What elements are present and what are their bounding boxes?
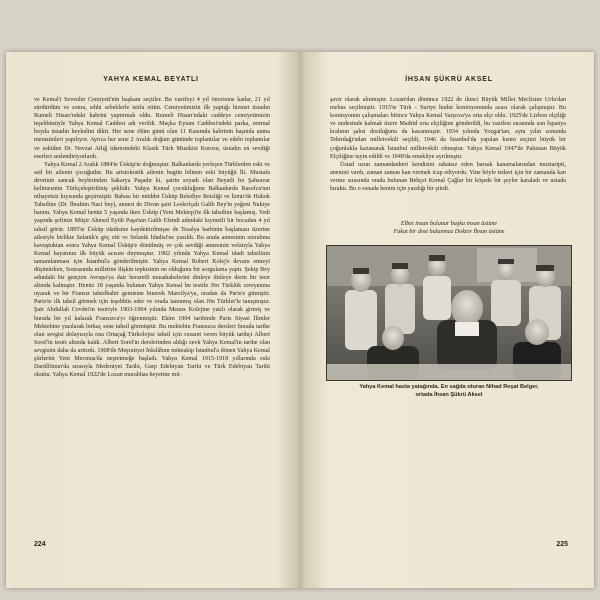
group-photograph: [326, 245, 572, 381]
right-paragraph-1: şavir olarak alınmıştır. Lozan'dan dönünce 1922 de ikinci Büyük Millet Meclisine Urfa'dan mebus seçilmiştir. 1915'te Türk - Suriye hudut komisyonunda azası olarak çalışmıştır. Bu komisyonun çalışmaları bitince Yahya Kemal Varşova'ya orta elçi oldu. 1925'de Lizbon elçiliği ve undesinde kalmak üzere Madrid orta elçiliğine gönderildi, bu vazifesi sırasında son İspanya kralının şahsi dostluğunu da kazanmıştır. 1934 yılında Yozgat'tan, aynı yılın sonunda Tekirdağı'ndan milletvekili seçildi, 1946 da İstanbul'da yapılan kısmi seçimi büyük bir çoğunlukla kazanarak İstanbul milletvekili olmuştur. Yahya Kemal 1947'de Pakistan Büyük Elçiliğine tayin edildi ve 1949'da emekliye ayrılmıştır.: [330, 97, 566, 160]
left-paragraph-1: ve Kemal'i Sevenler Cemiyeti'nin başkanı seçtiler. Bu vazifeyi 4 yıl önceisine kadar, 21 yıl sürdürdüm ve sonra, sıhhi sebeblerle istifa ettim. Cemiyetimizin ilk yaptığı hizmet üstadın Rumeli Hisarı'ndaki kabrini yaptırmak oldu. Rumeli Hisarı'ndaki caddeye cemiyetimizin teşebbüsüyle Yahya Kemal Caddesi adı verildi. Maçka Eytam Caddesi'ndeki parka, normal boyda üstadın heykelini dikti. Her sene ölüm günü olan 11 Kasımda kabrinin başında anma merasimleri yapılıyor. Ayrıca her sene 2 Aralık doğum gününde toplantılar ve edebi toplantılar ve eskiden Dr. Nevzat Atlığ idaresindeki Klasik Türk Musikisi Korosu, üstadın en sevdiği eserleri seslendiriyorlardı.: [34, 97, 270, 160]
photo-caption: [304, 384, 594, 399]
right-page: [304, 52, 594, 588]
caption-line-2: ortada İhsan Şükrü Aksel: [415, 391, 483, 398]
right-body-text: [330, 96, 566, 214]
left-page-number: 224: [34, 541, 46, 548]
poem-couplet: [304, 220, 594, 236]
poem-line-2: Fakat bir dost bulunmaz Doktor İhsan üstüne: [393, 229, 505, 235]
left-running-head: YAHYA KEMAL BEYATLI: [103, 76, 199, 83]
book-spread: [6, 52, 594, 588]
right-paragraph-2: Üstad uzun zamandanberi kendisini rahatsız eden barsak kanamalarından muztaripti, anemisi vardı, zaman zaman kan vermek icap ediyordu. Yine böyle tedavi için bir zamanda kan verme sırasında orada bulunan Behçet Kemal Çağlar bir köşede bir şeyler karaladı ve ustada bıraktı. Bu o esnada benim için yazdığı bir şiirdi.: [330, 161, 566, 193]
right-running-head: İHSAN ŞÜKRÜ AKSEL: [405, 76, 493, 83]
poem-line-1: Elbet insan bulunur başka insan üstüne: [400, 221, 498, 227]
photo-illustration: [327, 246, 571, 380]
caption-line-1: Yahya Kemal hasta yatağında. En sağda oturan Nihad Reşat Belger,: [359, 384, 539, 390]
left-body-text: [34, 96, 270, 468]
left-paragraph-2: Yahya Kemal 2 Aralık 1884'te Üsküp'te doğmuştur. Balkanlarda yerleşen Türklerden eski ve asil bir ailenin çocuğudur. Bu aristokratik ailenin bugün bilinen eski büyüğü İli. Mustafa devrinin sancak beylerinden Sakarya Paşadır ki, şairin soyadı olan Beyatlı bu Şahsavar kelimesinin Türkçeleştirilmiş şeklidir. Yahya Kemal çocukluğunu Balkanlarda Rasofca'nın nihayetsiz kıyısında geçirmiştir. Babası bir müddet Üsküp Belediye Reisliği ve İzmir'de Hukuk Tahsiline (Dr. İbrahim Naci bey), annesi de Divan şairi Leskofçalı Galib Bey'in yeğeni Nakiye hanım. Yahya Kemal henüz 5 yaşında iken Üsküp (Yeni Mektep)'te ilk tahsiline başlamış. Yedi yaşında şefimiz Müşir Ahmed Eyüb Paşa'nın Galib Efendi adındaki kıymetli bir hocadan 4 yıl tahsil görür. 1895'te Üsküp idadisine kaydettirilmişse de Tesalya harbinin başlaması üzerine ailesiyle birlikte Selanik'e göç etti ve Selanik İdadisi'ne yazıldı. Bu arada annesinin ıstırabına kavuştuktan sonra Yahya Kemal Üsküp'e dönülmüş ve çok sevdiği annesinin vefatıyla Yahya Kemal hayatının ilk büyük acısını duymuştur. 1902 yılında Yahya Kemal idadi tahsilinin tamamlanması için İstanbul'a gönderilmiştir. Yahya Kemal Robert Kolej'e devam etmeyi düşünürken, Sonrasında milletine ilişkin tepkisinin ne olduğunu bir sorgulama yaptı. Şekip Bey adındaki bir gençten Avrupa'ya dair heraretli musahabelerini dinleye dinleye derin bir tesir altında kalmıştır. Henüz 18 yaşında bulunan Yahya Kemal bu tesirle Jön Türklük cereyanına uyarak ve bir Fransız tahtelbahir gemisine binerek Marsilya'ya, oradan da Paris'e gitmiştir. Paris'te ilk tahsil görmek için teşebbüs eder ve orada tanınmış olan Jön Türkler'le tanışmıştır. Şair Abdullah Cevdet'in tesiriyle 1903-1904 yılında Meaux Kolejine yatılı olarak girmiş ve burada bir yıl kalarak Fransızca'yı öğrenmiştir. Ekim 1904 tarihinde Paris Siyasi İlimler Mektebine yazılarak birkaç sene tahsil görmüştür. Bu mektebin Fransızca dersleri burada tarihe olan sevgisi dolayısıyla ona Ortaçağ Türkolojisi tahsil için cesaret veren büyük tarihçi Albert Sorel'in tesiri altında kaldı. Albert Sorel'in derslerinden aldığı zevk Yahya Kemal'in tarihe olan sevgisini daha da arttırdı. 1908'de Meşrutiyet İnkılâbını müteakip İstanbul'a dönen Yahya Kemal şiirlerini Yeni Mecmua'da neşretmeğe başladı. Yahya Kemal 1915-1918 yıllarında eski Darülfünun'da sırasıyla Medeniyet Tarihi, Garp Edebiyatı Tarihi ve Türk Edebiyatı Tarihi okuttu. Yahya Kemal 1922'de Lozan murahhas heyetine mü-: [34, 161, 270, 379]
left-page: [6, 52, 296, 588]
right-page-number: 225: [556, 541, 568, 548]
